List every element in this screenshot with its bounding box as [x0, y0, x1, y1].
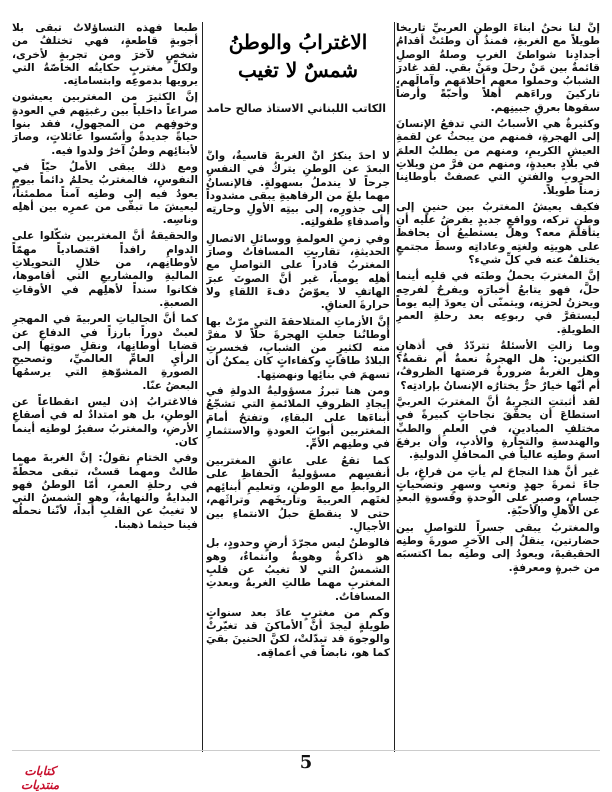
article-column-left	[12, 22, 198, 752]
watermark-stamp: كتابات منتديات	[20, 764, 60, 792]
paragraph: لقد أثبتتِ التجربةُ أنَّ المغتربَ العربيَّ استطاعَ أن يحقّقَ نجاحاتٍ كبيرةً في مختلفِ الميادينِ، في العلمِ والطبِّ والهندسةِ والتجارةِ والأدبِ، وأن يرفعَ اسمَ وطنِه عالياً في المحافلِ الدوليةِ.	[396, 396, 600, 462]
paragraph: وما زالتِ الأسئلةُ تتردّدُ في أذهانِ الكثيرين: هل الهجرةُ نعمةٌ أم نقمةٌ؟ وهل الغربةُ ضرورةٌ فرضتها الظروفُ، أم أنّها خيارٌ حرٌّ يختارُه الإنسانُ بإرادتِه؟	[396, 339, 600, 392]
paragraph: طبعاً فهذه التساؤلاتُ تبقى بلا أجوبةٍ قاطعةٍ، فهي تختلفُ من شخصٍ لآخرَ ومن تجربةٍ لأخرى، ولكلِّ مغتربٍ حكايتُه الخاصّةُ التي يرويها بدموعِه وابتساماتِه.	[12, 22, 198, 88]
paragraph: إنَّ لنا نحنُ أبناءَ الوطنِ العربيِّ تاريخاً طويلاً مع الغربةِ، فمنذُ أن وطئتْ أقدامُ أجدادِنا شواطئَ الغربِ وصلةُ الوصلِ قائمةٌ بين مَنْ رحلَ ومَنْ بقي. لقد غادرَ الشبابُ وحملوا معهم أحلامَهم وآمالَهم، تاركينَ وراءَهم أهلاً وأحبّةً وأرضاً سقوها بعرقِ جبينِهم.	[396, 22, 600, 114]
paragraph: والحقيقةُ أنَّ المغتربين شكّلوا على الدوامِ رافداً اقتصادياً مهمّاً لأوطانِهم، من خلالِ التحويلاتِ الماليةِ والمشاريعِ التي أقاموها، فكانوا سنداً لأهلِهم في الأوقاتِ الصعبةِ.	[12, 230, 198, 309]
paragraph: وكم من مغتربٍ عادَ بعد سنواتٍ طويلةٍ ليجدَ أنَّ الأماكنَ قد تغيّرتْ والوجوهَ قد تبدّلتْ، لكنَّ الحنينَ بقيَ كما هو، نابضاً في أعماقِه.	[206, 606, 390, 659]
paragraph: فالوطنُ ليس مجرّدَ أرضٍ وحدودٍ، بل هو ذاكرةٌ وهويةٌ وانتماءٌ، وهو الشمسُ التي لا تغيبُ عن قلبِ المغتربِ مهما طالتِ الغربةُ وبعدتِ المسافاتُ.	[206, 537, 390, 603]
paragraph: ومع ذلك يبقى الأملُ حيّاً في النفوسِ، فالمغتربُ يحلمُ دائماً بيومٍ يعودُ فيه إلى وطنِه آمناً مطمئناً، ليعيشَ ما تبقّى من عمرِه بين أهلِه وناسِه.	[12, 160, 198, 227]
article-title: الاغترابُ والوطنُ شمسٌ لا تغيب	[228, 30, 368, 82]
paragraph: لا أحدَ ينكرُ أنَّ الغربةَ قاسيةٌ، وأنَّ البعدَ عن الوطنِ يتركُ في النفسِ جرحاً لا يندملُ بسهولةٍ. فالإنسانُ مهما بلغَ من الرفاهيةِ يبقى مشدوداً إلى جذورِه، إلى بيتِه الأولِ وحارتِه وأصدقاءِ طفولتِه.	[206, 150, 390, 229]
paragraph: إنَّ الأزماتِ المتلاحقةَ التي مرّتْ بها أوطانُنا جعلتِ الهجرةَ حلّاً لا مفرَّ منه لكثيرٍ من الشبابِ، فخسرتِ البلادُ طاقاتٍ وكفاءاتٍ كان يمكنُ أن تسهمَ في بنائِها ونهضتِها.	[206, 315, 390, 381]
article-column-middle	[206, 150, 390, 752]
column-divider	[202, 22, 203, 752]
paragraph: كما تقعُ على عاتقِ المغتربين أنفسِهم مسؤوليةُ الحفاظِ على الروابطِ مع الوطنِ، وتعليمِ أبنائِهم لغتَهم العربيةَ وتاريخَهم وتراثَهم، حتى لا ينقطعَ حبلُ الانتماءِ بين الأجيالِ.	[206, 454, 390, 534]
paragraph: وكثيرةٌ هي الأسبابُ التي تدفعُ الإنسانَ إلى الهجرةِ، فمنهم من يبحثُ عن لقمةِ العيشِ الكريمِ، ومنهم من يطلبُ العلمَ في بلادٍ بعيدةٍ، ومنهم من فرَّ من ويلاتِ الحروبِ والفتنِ التي عصفتْ بأوطانِنا زمناً طويلاً.	[396, 118, 600, 197]
paragraph: إنَّ الكثيرَ من المغتربين يعيشون صراعاً داخلياً بين رغبتِهم في العودةِ وخوفِهم من المجهولِ، فقد بنوا حياةً جديدةً وأسّسوا عائلاتٍ، وصارَ لأبنائِهم وطنٌ آخرُ ولدوا فيه.	[12, 91, 198, 157]
paragraph: فالاغترابُ إذن ليس انقطاعاً عن الوطنِ، بل هو امتدادٌ له في أصقاعِ الأرضِ، والمغتربُ سفيرٌ لوطنِه أينما كان.	[12, 396, 198, 448]
paragraph: إنَّ المغتربَ يحملُ وطنَه في قلبِه أينما حلَّ، فهو يتابعُ أخبارَه ويفرحُ لفرحِه ويحزنُ لحزنِه، ويتمنّى أن يعودَ إليه يوماً ليستقرَّ في ربوعِه بعد رحلةِ العمرِ الطويلةِ.	[396, 270, 600, 336]
page-number: 5	[299, 752, 313, 773]
article-header	[206, 26, 390, 144]
paragraph: كما أنَّ الجالياتِ العربيةَ في المهجرِ لعبتْ دوراً بارزاً في الدفاعِ عن قضايا أوطانِها، ونقلِ صوتِها إلى الرأيِ العامِّ العالميِّ، وتصحيحِ الصورةِ المشوّهةِ التي يرسمُها البعضُ عنّا.	[12, 313, 198, 392]
paragraph: وفي زمنِ العولمةِ ووسائلِ الاتصالِ الحديثةِ، تقاربتِ المسافاتُ وصارَ المغتربُ قادراً على التواصلِ مع أهلِه يومياً، غير أنَّ الصوتَ عبرَ الهاتفِ لا يعوّضُ دفءَ اللقاءِ ولا حرارةَ العناقِ.	[206, 232, 390, 312]
paragraph: غير أنَّ هذا النجاحَ لم يأتِ من فراغٍ، بل جاءَ ثمرةَ جهدٍ وتعبٍ وسهرٍ وتضحياتٍ جسامٍ، وصبرٍ على الوحدةِ وقسوةِ البعدِ عن الأهلِ والأحبّةِ.	[396, 465, 600, 518]
article-column-right	[396, 22, 600, 752]
article-byline: الكاتب اللبناني الاستاذ صالح حامد	[206, 102, 386, 115]
paragraph: ومن هنا تبرزُ مسؤوليةُ الدولةِ في إيجادِ الظروفِ الملائمةِ التي تشجّعُ أبناءَها على البقاءِ، وتفتحُ أمامَ المغتربين أبوابَ العودةِ والاستثمارِ في وطنِهم الأمِّ.	[206, 385, 390, 451]
paragraph: والمغتربُ يبقى جسراً للتواصلِ بين حضارتين، ينقلُ إلى الآخرِ صورةَ وطنِه الحقيقيةَ، ويعودُ إلى وطنِه بما اكتسبَه من خبرةٍ ومعرفةٍ.	[396, 521, 600, 574]
paragraph: وفي الختامِ نقولُ: إنَّ الغربةَ مهما طالتْ ومهما قستْ، تبقى محطّةً في رحلةِ العمرِ، أمّا الوطنُ فهو البدايةُ والنهايةُ، وهو الشمسُ التي لا تغيبُ عن القلبِ أبداً، لأنّنا نحملُه فينا حيثما ذهبنا.	[12, 452, 198, 531]
paragraph: فكيف يعيشُ المغتربُ بين حنينٍ إلى وطنٍ تركه، وواقعٍ جديدٍ يفرضُ عليه أن يتأقلمَ معه؟ وهل يستطيعُ أن يحافظَ على هويتِه ولغتِه وعاداتِه وسطَ مجتمعٍ يختلفُ عنه في كلِّ شيء؟	[396, 200, 600, 267]
column-divider	[394, 22, 395, 752]
footer-rule	[12, 750, 600, 751]
